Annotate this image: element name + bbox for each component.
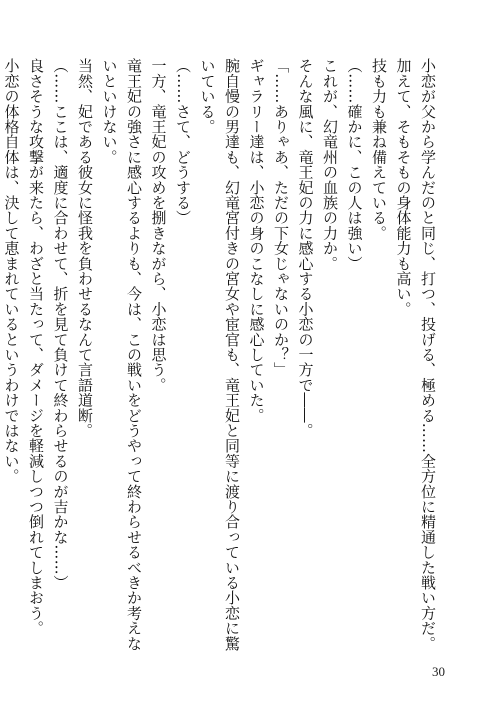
text-line: 良さそうな攻撃が来たら、わざと当たって、ダメージを軽減しつつ倒れてしまおう。 — [27, 58, 45, 636]
text-line: 小恋の体格自体は、決して恵まれているというわけではない。 — [2, 58, 21, 484]
text-line: 「……ありゃあ、ただの下女じゃないのか？」 — [272, 58, 290, 378]
text-line: ギャラリー達は、小恋の身のこなしに感心していた。 — [247, 58, 266, 423]
text-line: 竜王妃の強さに感心するよりも、今は、この戦いをどうやって終わらせるべきか考えな — [125, 58, 143, 651]
body-text — [0, 58, 440, 663]
text-line-continuation: いといけない。 — [100, 58, 119, 165]
text-line-continuation: いている。 — [198, 58, 217, 134]
text-line: 小恋が父から学んだのと同じ、打つ、投げる、極める……全方位に精通した戦い方だ。 — [419, 58, 437, 651]
text-line: （……ここは、適度に合わせて、折を見て負けて終わらせるのが吉かな……） — [51, 58, 70, 590]
text-line: 技も力も兼ね備えている。 — [370, 58, 388, 241]
text-line: （……さて、どうする） — [174, 58, 192, 226]
page-number: 30 — [432, 664, 445, 679]
text-line: そんな風に、竜王妃の力に感心する小恋の一方で――。 — [296, 58, 315, 438]
text-line: 当然、妃である彼女に怪我を負わせるなんて言語道断。 — [76, 58, 94, 438]
text-line: 加えて、そもそもの身体能力も高い。 — [394, 58, 413, 317]
text-line: 一方、竜王妃の攻めを捌きながら、小恋は思う。 — [149, 58, 168, 393]
text-line: 腕自慢の男達も、幻竜宮付きの宮女や宦官も、竜王妃と同等に渡り合っている小恋に驚 — [223, 58, 241, 651]
text-line: （……確かに、この人は強い） — [345, 58, 364, 271]
text-line: これが、幻竜州の血族の力か。 — [321, 58, 339, 271]
